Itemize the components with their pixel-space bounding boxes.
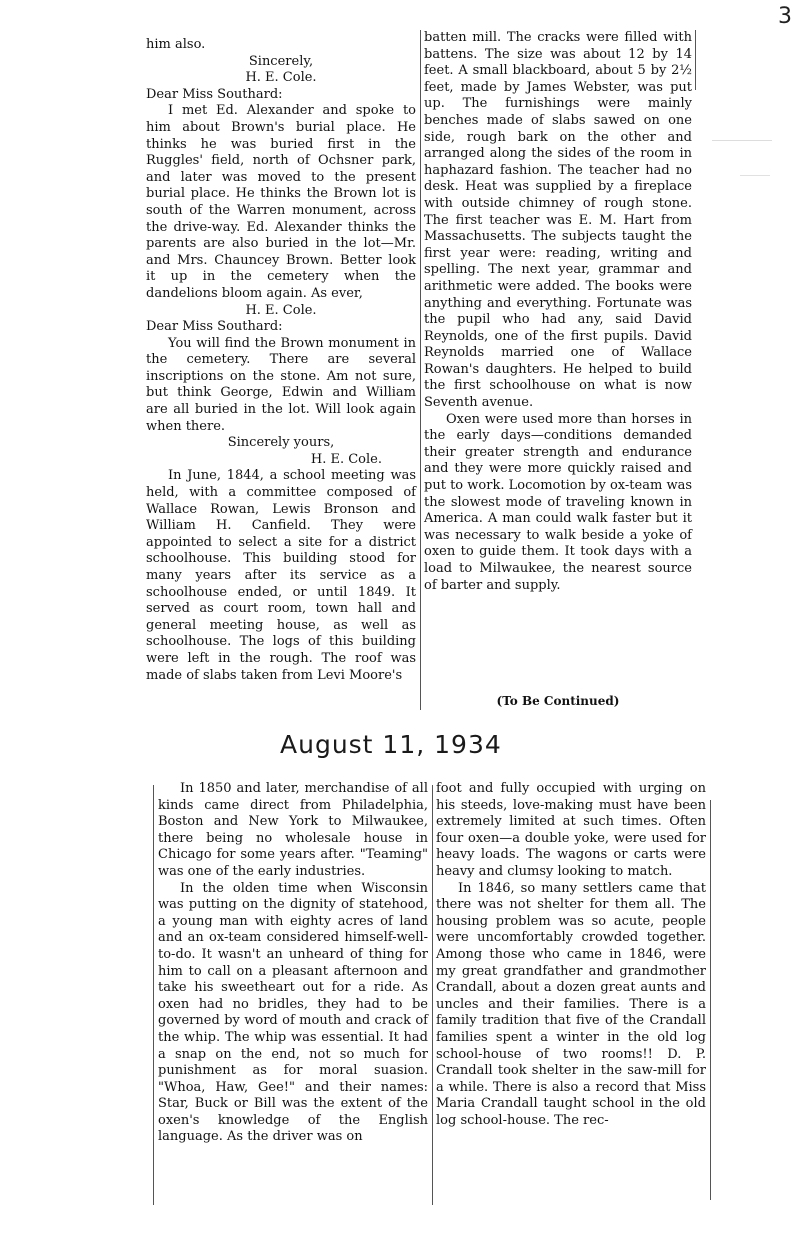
paragraph: foot and fully occupied with urging on his steeds, love-making must have been extremely limited at such times. Often four oxen—a double yoke, were used for heavy loads. The wagons or carts were heavy and clumsy looking to match. xyxy=(436,781,706,879)
continued-note: (To Be Continued) xyxy=(496,694,620,708)
paragraph: In June, 1844, a school meeting was held, with a committee composed of Wallace Rowan, Lewis Bronson and William H. Canfield. They were appointed to select a site for a district schoolhouse. This building stood for many years after its service as a schoolhouse ended, or until 1849. It served as court room, town hall and general meeting house, as well as schoolhouse. The logs of this building were left in the rough. The roof was made of slabs taken from Levi Moore's xyxy=(146,468,416,683)
column-2 xyxy=(424,30,692,594)
paragraph: I met Ed. Alexander and spoke to him about Brown's burial place. He thinks he was buried first in the Ruggles' field, north of Ochsner park, and later was moved to the present burial place. He thinks the Brown lot is south of the Warren monument, across the drive-way. Ed. Alexander thinks the parents are also buried in the lot—Mr. and Mrs. Chauncey Brown. Better look it up in the cemetery when the dandelions bloom again. As ever, xyxy=(146,103,416,301)
page-number: 3 xyxy=(778,4,792,29)
column-3 xyxy=(158,781,428,1146)
continued-note-wrap xyxy=(424,693,692,710)
column-rule xyxy=(420,30,421,710)
paragraph: him also. xyxy=(146,37,206,52)
column-rule xyxy=(432,785,433,1205)
paragraph: Sincerely yours, xyxy=(227,435,335,451)
paragraph: You will find the Brown monument in the cemetery. There are several inscriptions on the stone. Am not sure, but think George, Edwin and William are all buried in the lot. Will look again when there. xyxy=(146,335,416,434)
paragraph: In 1850 and later, merchandise of all kinds came direct from Philadelphia, Boston and New York to Milwaukee, there being no wholesale house in Chicago for some years after. "Teaming" was one of the early industries. xyxy=(158,781,428,879)
paragraph: batten mill. The cracks were filled with battens. The size was about 12 by 14 feet. A small blackboard, about 5 by 2½ feet, made by James Webster, was put up. The furnishings were mainly benches made of slabs sawed on one side, rough bark on the other and arranged along the sides of the room in haphazard fashion. The teacher had no desk. Heat was supplied by a fireplace with outside chimney of rough stone. The first teacher was E. M. Hart from Massachusetts. The subjects taught the first year were: reading, writing and spelling. The next year, grammar and arithmetic were added. The books were anything and everything. Fortunate was the pupil who had any, said David Reynolds, one of the first pupils. David Reynolds married one of Wallace Rowan's daughters. He helped to build the first schoolhouse on what is now Seventh avenue. xyxy=(424,30,692,411)
paragraph: Sincerely, xyxy=(248,53,314,69)
handwritten-date: August 11, 1934 xyxy=(280,730,502,759)
paragraph: Dear Miss Southard: xyxy=(146,319,283,335)
paragraph: In the olden time when Wisconsin was putting on the dignity of statehood, a young man with eighty acres of land and an ox-team considered himself-well-to-do. It wasn't an unheard of thing for him to call on a pleasant afternoon and take his sweetheart out for a ride. As oxen had no bridles, they had to be governed by word of mouth and crack of the whip. The whip was essential. It had a snap on the end, not so much for punishment as for moral suasion. "Whoa, Haw, Gee!" and their names: Star, Buck or Bill was the extent of the oxen's knowledge of the English language. As the driver was on xyxy=(158,880,428,1145)
column-rule xyxy=(695,30,696,90)
column-rule xyxy=(710,800,711,1200)
paragraph: In 1846, so many settlers came that there was not shelter for them all. The housing problem was so acute, people were uncomfortably crowded together. Among those who came in 1846, were my great grandfather and grandmother Crandall, about a dozen great aunts and uncles and their families. There is a family tradition that five of the Crandall families spent a winter in the old log school-house of two rooms!! D. P. Crandall took shelter in the saw-mill for a while. There is also a record that Miss Maria Crandall taught school in the old log school-house. The rec- xyxy=(436,880,706,1128)
column-rule xyxy=(153,785,154,1205)
paragraph: H. E. Cole. xyxy=(310,451,382,467)
smudge-mark xyxy=(712,140,772,141)
paragraph: Oxen were used more than horses in the early days—conditions demanded their greater strength and endurance and they were more quickly raised and put to work. Locomotion by ox-team was the slowest mode of traveling known in America. A man could walk faster but it was necessary to walk beside a yoke of oxen to guide them. It took days with a load to Milwaukee, the nearest source of barter and supply. xyxy=(424,411,692,593)
smudge-mark xyxy=(740,175,770,176)
paragraph: H. E. Cole. xyxy=(245,70,317,86)
column-4 xyxy=(436,781,706,1129)
paragraph: Dear Miss Southard: xyxy=(146,86,283,102)
paragraph: H. E. Cole. xyxy=(245,302,317,318)
column-1 xyxy=(146,37,416,684)
